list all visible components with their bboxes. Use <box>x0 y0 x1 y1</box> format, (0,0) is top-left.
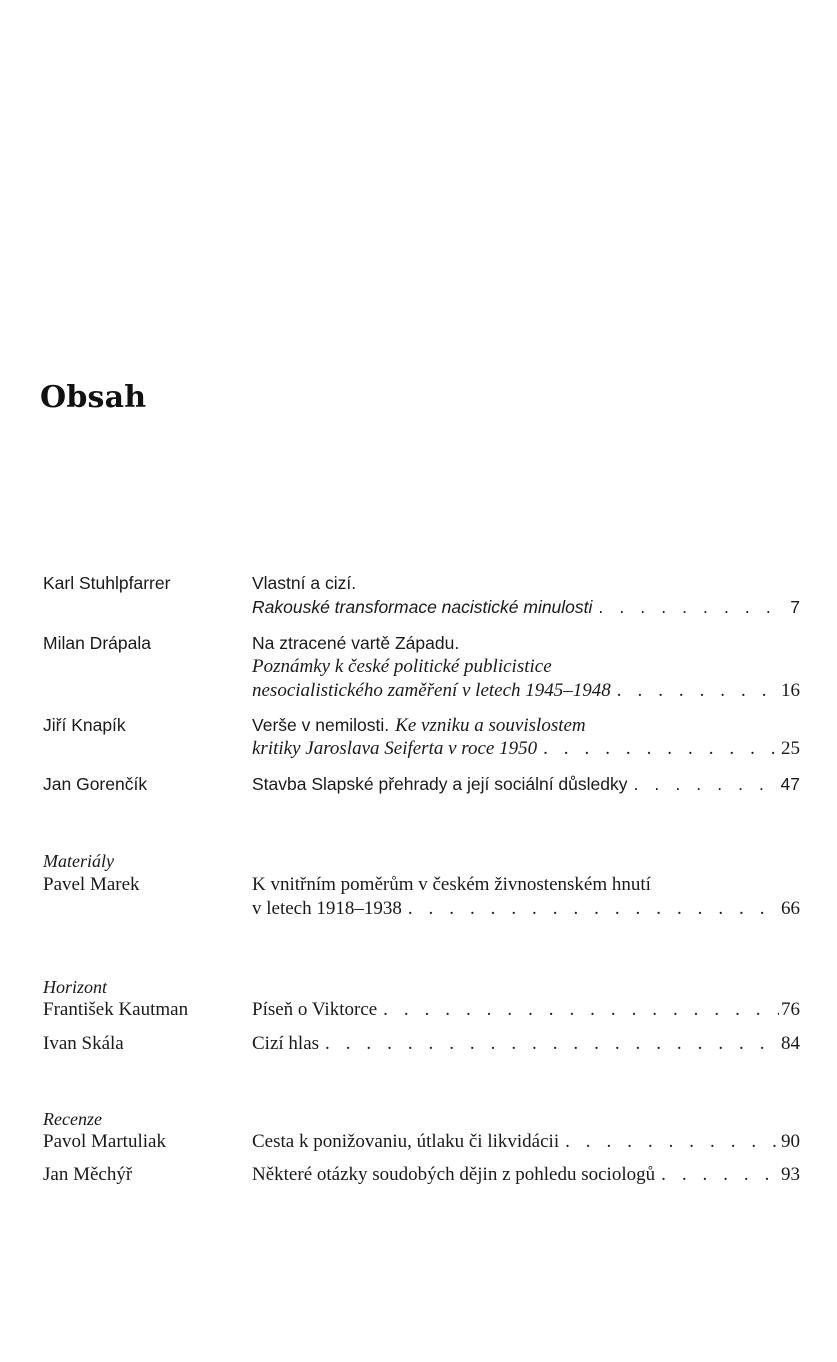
entry-titles <box>252 873 800 921</box>
entry-subtitle: kritiky Jaroslava Seiferta v roce 1950 <box>252 738 538 759</box>
entry-titles <box>252 571 800 619</box>
entry-title-line <box>252 571 800 595</box>
entry-title-line <box>252 772 800 796</box>
entry-title-line <box>252 595 800 619</box>
entry-title-line <box>252 1130 800 1154</box>
entry-titles <box>252 998 800 1022</box>
entry-author: Jan Měchýř <box>43 1164 133 1185</box>
entry-title-line <box>252 1163 800 1187</box>
entry-author: Pavel Marek <box>43 874 140 895</box>
entry-title: Cizí hlas <box>252 1033 320 1054</box>
page-number: 66 <box>781 898 800 919</box>
leader-dots <box>661 1163 779 1187</box>
entry-title-line <box>252 1032 800 1056</box>
leader-dots <box>634 772 779 796</box>
entry-title-line <box>252 873 800 897</box>
entry-author: Jiří Knapík <box>43 715 126 735</box>
entry-author: Milan Drápala <box>43 633 151 653</box>
entry-title-line <box>252 679 800 703</box>
entry-subtitle: Rakouské transformace nacistické minulosti <box>252 597 593 617</box>
section-label: Horizont <box>43 977 108 997</box>
leader-dots <box>565 1130 779 1154</box>
leader-dots <box>408 897 779 921</box>
entry-titles <box>252 1130 800 1154</box>
entry-titles <box>252 1032 800 1056</box>
entry-title-line <box>252 897 800 921</box>
page-title: Obsah <box>40 380 147 415</box>
entry-title: K vnitřním poměrům v českém živnostenském hnutí <box>252 874 651 895</box>
page-number: 7 <box>790 597 800 617</box>
leader-dots <box>325 1032 779 1056</box>
page-number: 90 <box>781 1131 800 1152</box>
leader-dots <box>598 595 788 619</box>
leader-dots <box>543 737 779 761</box>
entry-title-line <box>252 631 800 655</box>
entry-subtitle: nesocialistického zaměření v letech 1945–1948 <box>252 680 611 701</box>
leader-dots <box>617 679 779 703</box>
page-number: 76 <box>781 999 800 1020</box>
entry-title: Na ztracené vartě Západu. <box>252 633 460 653</box>
entry-title-line <box>252 737 800 761</box>
page-number: 25 <box>781 738 800 759</box>
entry-title: Píseň o Viktorce <box>252 999 378 1020</box>
entry-title: Stavba Slapské přehrady a její sociální důsledky <box>252 774 628 794</box>
entry-title-line <box>252 655 800 679</box>
entry-titles <box>252 631 800 703</box>
entry-titles <box>252 1163 800 1187</box>
entry-title-line <box>252 998 800 1022</box>
entry-author: Karl Stuhlpfarrer <box>43 573 171 593</box>
entry-title: Některé otázky soudobých dějin z pohledu sociologů <box>252 1164 656 1185</box>
entry-title: Cesta k ponižovaniu, útlaku či likvidácii <box>252 1131 560 1152</box>
page-number: 93 <box>781 1164 800 1185</box>
entry-author: Ivan Skála <box>43 1033 124 1054</box>
entry-titles <box>252 713 800 761</box>
entry-title: v letech 1918–1938 <box>252 898 402 919</box>
page-number: 16 <box>781 680 800 701</box>
page-number: 84 <box>781 1033 800 1054</box>
leader-dots <box>383 998 779 1022</box>
page-number: 47 <box>780 774 800 794</box>
entry-titles <box>252 772 800 796</box>
entry-subtitle: Ke vzniku a souvislostem <box>395 715 586 736</box>
entry-author: Jan Gorenčík <box>43 774 148 794</box>
entry-subtitle: Poznámky k české politické publicistice <box>252 656 552 677</box>
section-label: Materiály <box>43 851 114 871</box>
entry-title: Vlastní a cizí. <box>252 573 357 593</box>
entry-title: Verše v nemilosti. <box>252 715 390 735</box>
entry-author: Pavol Martuliak <box>43 1131 166 1152</box>
entry-author: František Kautman <box>43 999 189 1020</box>
entry-title-line <box>252 713 800 737</box>
section-label: Recenze <box>43 1109 102 1129</box>
